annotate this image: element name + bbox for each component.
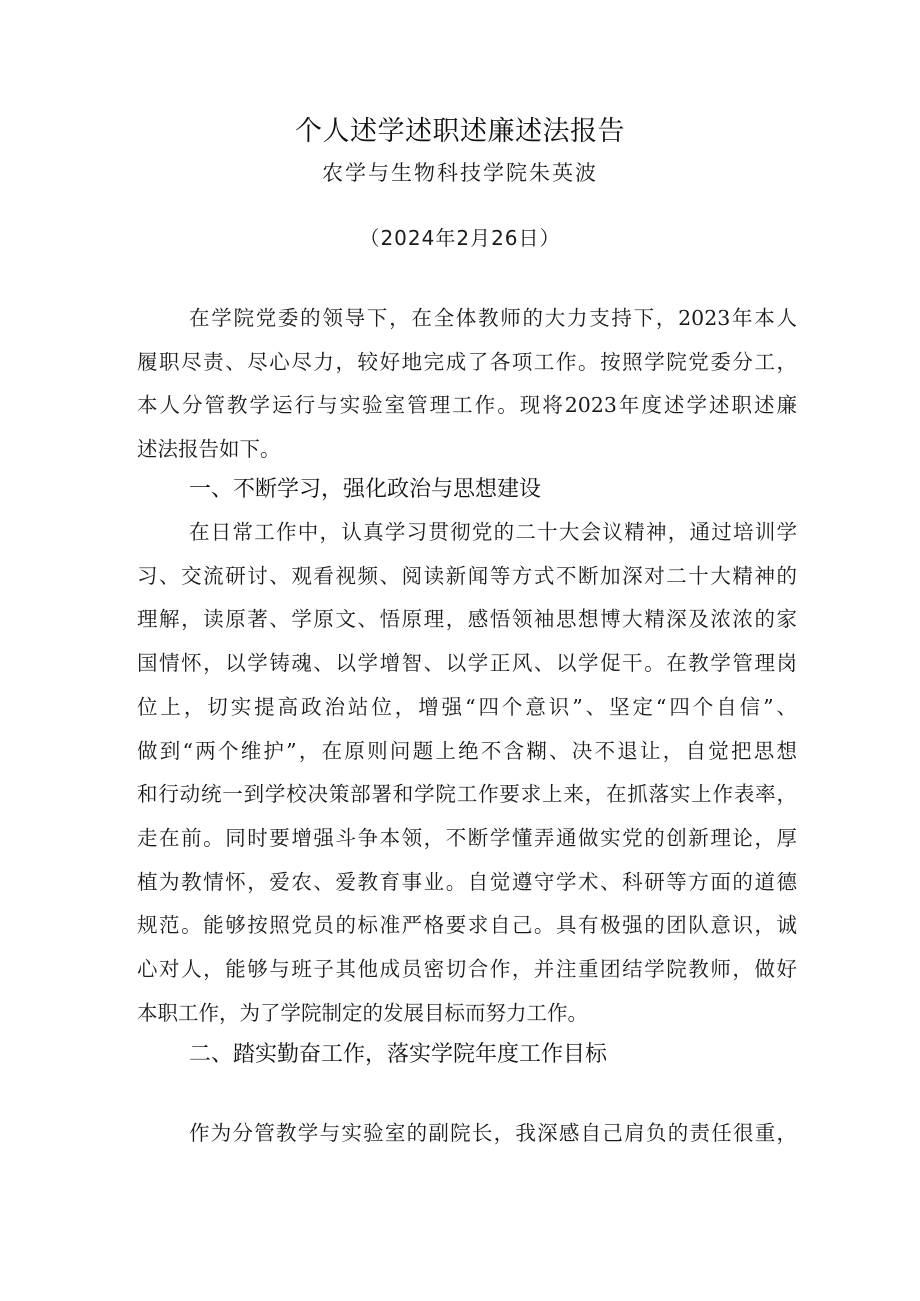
paragraph-line: 和行动统一到学校决策部署和学院工作要求上来，在抓落实上作表率，	[137, 782, 797, 807]
paragraph-line: 位上，切实提高政治站位，增强“四个意识”、坚定“四个自信”、	[137, 694, 797, 719]
paragraph-line: 在日常工作中，认真学习贯彻党的二十大会议精神，通过培训学	[189, 520, 797, 544]
paragraph-line: 作为分管教学与实验室的副院长，我深感自己肩负的责任很重，	[189, 1121, 797, 1145]
document-date: （2024年2月26日）	[359, 226, 561, 250]
section-heading-2: 二、踏实勤奋工作，落实学院年度工作目标	[189, 1042, 608, 1067]
paragraph-line: 本职工作，为了学院制定的发展目标而努力工作。	[137, 1000, 588, 1025]
intro-paragraph	[137, 297, 797, 472]
paragraph-line: 理解，读原著、学原文、悟原理，感悟领袖思想博大精深及浓浓的家	[137, 607, 797, 632]
section1-paragraph	[137, 511, 797, 1035]
document-title: 个人述学述职述廉述法报告	[295, 116, 625, 147]
paragraph-line: 植为教情怀，爱农、爱教育事业。自觉遵守学术、科研等方面的道德	[137, 869, 797, 894]
section-heading-1: 一、不断学习，强化政治与思想建设	[189, 477, 542, 502]
document-author: 农学与生物科技学院朱英波	[322, 161, 598, 185]
paragraph-line: 履职尽责、尽心尽力，较好地完成了各项工作。按照学院党委分工，	[137, 349, 797, 374]
section2-paragraph	[137, 1112, 797, 1156]
paragraph-line: 规范。能够按照党员的标准严格要求自己。具有极强的团队意识，诚	[137, 913, 797, 938]
paragraph-line: 国情怀，以学铸魂、以学增智、以学正风、以学促干。在教学管理岗	[137, 651, 797, 676]
paragraph-line: 本人分管教学运行与实验室管理工作。现将2023年度述学述职述廉	[137, 393, 797, 418]
paragraph-line: 在学院党委的领导下，在全体教师的大力支持下，2023年本人	[189, 306, 797, 330]
paragraph-line: 述法报告如下。	[137, 437, 281, 462]
paragraph-line: 做到“两个维护”，在原则问题上绝不含糊、决不退让，自觉把思想	[137, 738, 797, 763]
paragraph-line: 心对人，能够与班子其他成员密切合作，并注重团结学院教师，做好	[137, 957, 797, 982]
paragraph-line: 走在前。同时要增强斗争本领，不断学懂弄通做实党的创新理论，厚	[137, 825, 797, 850]
paragraph-line: 习、交流研讨、观看视频、阅读新闻等方式不断加深对二十大精神的	[137, 563, 797, 588]
